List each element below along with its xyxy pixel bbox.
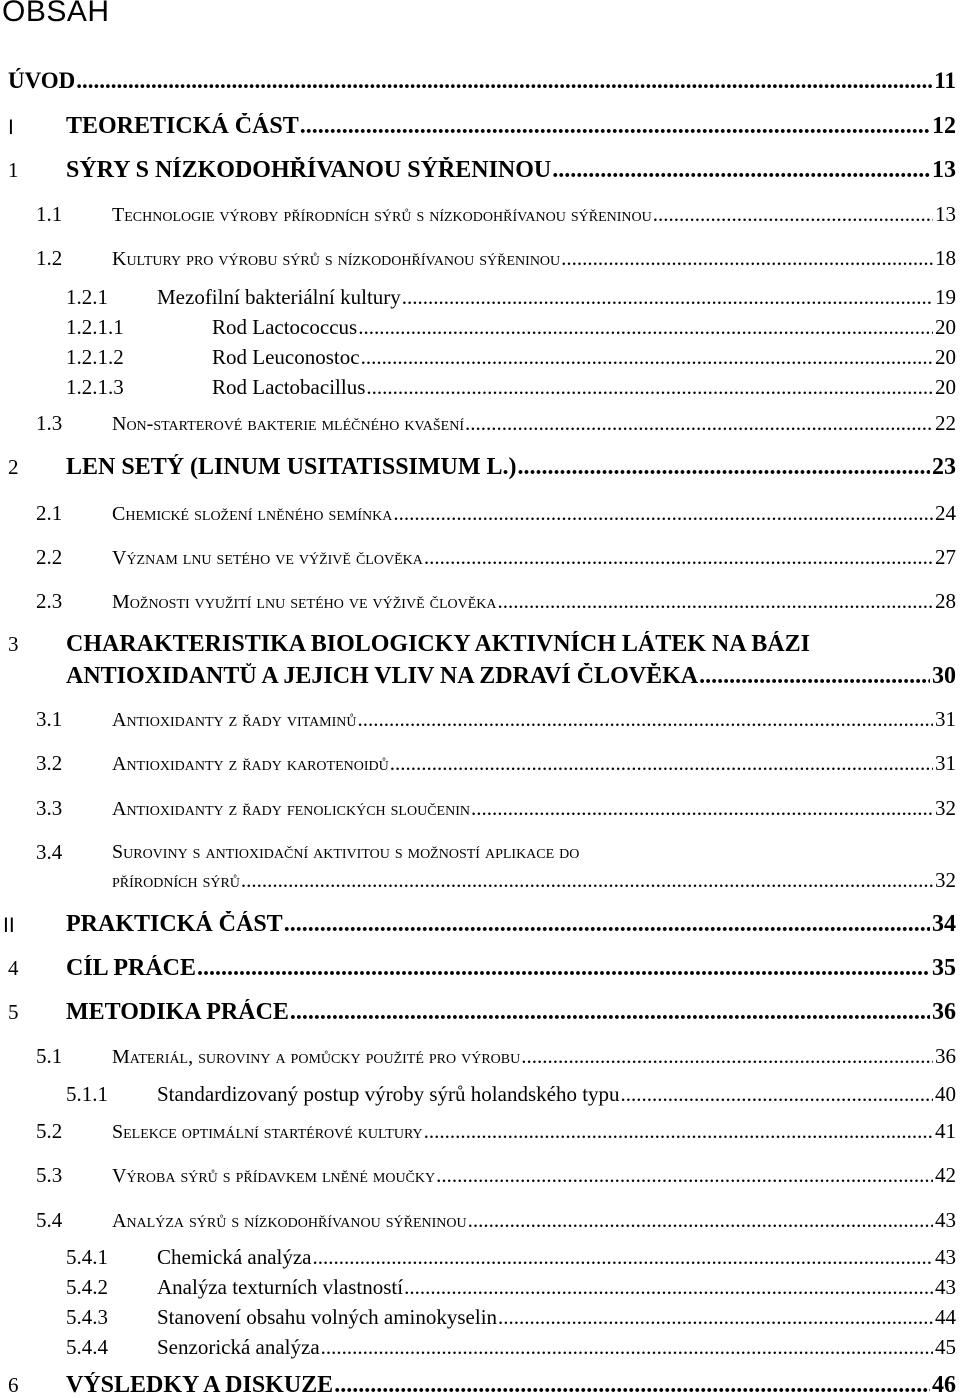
dot-leader <box>241 867 933 893</box>
toc-entry-number: 1.2.1.3 <box>66 375 124 399</box>
dot-leader <box>76 68 932 94</box>
toc-entry-number: 1.3 <box>36 411 63 435</box>
dot-leader <box>290 999 930 1025</box>
toc-entry-number: 4 <box>8 956 19 980</box>
toc-entry-title: SÝRY S NÍZKODOHŘÍVANOU SÝŘENINOU <box>66 157 552 183</box>
toc-entry-title: METODIKA PRÁCE <box>66 999 289 1025</box>
toc-page-number: 43 <box>935 1245 956 1269</box>
toc-entry-title: Stanovení obsahu volných aminokyselin <box>157 1305 498 1329</box>
dot-leader <box>358 314 933 340</box>
toc-page-number: 18 <box>935 246 956 270</box>
dot-leader <box>284 911 930 937</box>
toc-entry-title: Antioxidanty z řady fenolických sloučenin <box>112 798 470 820</box>
toc-entry-number: 2.3 <box>36 589 63 613</box>
toc-entry-1-3[interactable] <box>0 410 956 436</box>
dot-leader <box>621 1081 933 1107</box>
dot-leader <box>334 1372 930 1398</box>
toc-entry-title-line2: přírodních sýrů <box>112 870 240 892</box>
toc-page-number: 36 <box>935 1044 956 1068</box>
toc-entry-5-4-3[interactable] <box>0 1304 956 1330</box>
dot-leader <box>552 157 930 183</box>
toc-entry-title: Rod Lactobacillus <box>212 375 366 399</box>
toc-page-number: 20 <box>935 345 956 369</box>
toc-entry-3[interactable] <box>0 631 956 689</box>
toc-entry-1[interactable] <box>0 157 956 183</box>
toc-entry-1-2-1[interactable] <box>0 284 956 310</box>
toc-entry-title: Technologie výroby přírodních sýrů s nízkodohřívanou sýřeninou <box>112 204 652 226</box>
toc-entry-title: Chemické složení lněného semínka <box>112 503 393 525</box>
toc-entry-title: Chemická analýza <box>157 1245 312 1269</box>
toc-entry-title: PRAKTICKÁ ČÁST <box>66 911 283 937</box>
toc-entry-number: 3 <box>8 632 19 656</box>
dot-leader <box>390 750 933 776</box>
toc-page-number: 27 <box>935 545 956 569</box>
toc-page-number: 41 <box>935 1119 956 1143</box>
toc-page-number: 23 <box>932 454 956 480</box>
toc-entry-number: 3.1 <box>36 707 63 731</box>
toc-entry-5-4[interactable] <box>0 1207 956 1233</box>
dot-leader <box>498 588 933 614</box>
toc-entry-number: 1.2.1.1 <box>66 315 124 339</box>
dot-leader <box>561 245 933 271</box>
toc-entry-title: LEN SETÝ (LINUM USITATISSIMUM L.) <box>66 454 517 480</box>
toc-entry-number: 1.2.1 <box>66 285 108 309</box>
toc-page-number: 13 <box>932 157 956 183</box>
toc-entry-number: II <box>3 914 15 937</box>
dot-leader <box>313 1244 933 1270</box>
toc-entry-number: 3.4 <box>36 840 63 864</box>
toc-entry-number: 1.1 <box>36 202 63 226</box>
toc-page-number: 32 <box>935 868 956 892</box>
dot-leader <box>468 1207 933 1233</box>
toc-entry-3-3[interactable] <box>0 795 956 821</box>
toc-page-number: 31 <box>935 707 956 731</box>
toc-entry-5-1-1[interactable] <box>0 1081 956 1107</box>
toc-entry-part-1[interactable] <box>0 113 956 139</box>
toc-page-number: 30 <box>932 663 956 689</box>
toc-entry-title: VÝSLEDKY A DISKUZE <box>66 1372 334 1398</box>
toc-entry-title: Kultury pro výrobu sýrů s nízkodohřívanou sýřeninou <box>112 248 561 270</box>
toc-entry-number: 5.2 <box>36 1119 63 1143</box>
toc-entry-5-4-4[interactable] <box>0 1334 956 1360</box>
dot-leader <box>402 284 933 310</box>
toc-entry-number: 2.2 <box>36 545 63 569</box>
dot-leader <box>436 1162 933 1188</box>
toc-page-number: 12 <box>932 113 956 139</box>
dot-leader <box>471 795 933 821</box>
toc-entry-number: 2.1 <box>36 501 63 525</box>
toc-entry-title: Antioxidanty z řady karotenoidů <box>112 753 389 775</box>
toc-entry-2-2[interactable] <box>0 544 956 570</box>
toc-entry-intro[interactable] <box>0 68 956 94</box>
toc-entry-3-2[interactable] <box>0 750 956 776</box>
toc-entry-5-3[interactable] <box>0 1162 956 1188</box>
dot-leader <box>424 544 933 570</box>
toc-page-number: 40 <box>935 1082 956 1106</box>
toc-entry-title: ÚVOD <box>8 68 76 93</box>
dot-leader <box>465 410 933 436</box>
toc-entry-number: 5.1 <box>36 1044 63 1068</box>
toc-entry-number: 2 <box>8 455 19 479</box>
toc-entry-number: 1 <box>8 158 19 182</box>
dot-leader <box>424 1118 933 1144</box>
toc-entry-number: 3.3 <box>36 796 63 820</box>
dot-leader <box>498 1304 933 1330</box>
toc-entry-title: Rod Leuconostoc <box>212 345 360 369</box>
toc-page-number: 44 <box>935 1305 956 1329</box>
toc-page-number: 22 <box>935 411 956 435</box>
toc-entry-1-2[interactable] <box>0 245 956 271</box>
toc-entry-1-2-1-1[interactable] <box>0 314 956 340</box>
dot-leader <box>366 374 933 400</box>
dot-leader <box>197 955 930 981</box>
toc-entry-title-line1: Suroviny s antioxidační aktivitou s možností aplikace do <box>112 841 580 863</box>
toc-entry-title: CÍL PRÁCE <box>66 955 197 981</box>
toc-entry-number: 1.2 <box>36 246 63 270</box>
toc-entry-3-4[interactable] <box>0 839 956 893</box>
toc-entry-number: I <box>8 116 14 139</box>
dot-leader <box>358 706 933 732</box>
dot-leader <box>699 663 930 689</box>
dot-leader <box>404 1274 933 1300</box>
toc-entry-title: Non-starterové bakterie mléčného kvašení <box>112 413 464 435</box>
toc-page-number: 34 <box>932 911 956 937</box>
toc-entry-title: Mezofilní bakteriální kultury <box>157 285 401 309</box>
toc-entry-title: Antioxidanty z řady vitaminů <box>112 709 357 731</box>
toc-entry-number: 1.2.1.2 <box>66 345 124 369</box>
toc-page-number: 32 <box>935 796 956 820</box>
toc-entry-5-4-2[interactable] <box>0 1274 956 1300</box>
toc-entry-title: Materiál, suroviny a pomůcky použité pro výrobu <box>112 1046 521 1068</box>
dot-leader <box>393 500 933 526</box>
toc-entry-number: 5 <box>8 1000 19 1024</box>
toc-entry-title: Analýza sýrů s nízkodohřívanou sýřeninou <box>112 1210 467 1232</box>
toc-page-number: 43 <box>935 1208 956 1232</box>
toc-page-number: 46 <box>932 1372 956 1398</box>
toc-page-number: 20 <box>935 375 956 399</box>
toc-page-number: 43 <box>935 1275 956 1299</box>
toc-entry-part-2[interactable] <box>0 911 956 937</box>
toc-entry-title: Selekce optimální startérové kultury <box>112 1121 423 1143</box>
toc-entry-title: Výroba sýrů s přídavkem lněné moučky <box>112 1165 436 1187</box>
toc-page-number: 19 <box>935 285 956 309</box>
toc-entry-title-line1: CHARAKTERISTIKA BIOLOGICKY AKTIVNÍCH LÁTEK NA BÁZI <box>66 631 810 657</box>
toc-entry-number: 5.1.1 <box>66 1082 108 1106</box>
dot-leader <box>518 454 930 480</box>
toc-entry-2[interactable] <box>0 454 956 480</box>
toc-page-number: 35 <box>932 955 956 981</box>
toc-entry-number: 5.4.3 <box>66 1305 108 1329</box>
dot-leader <box>300 113 930 139</box>
toc-entry-number: 3.2 <box>36 751 63 775</box>
toc-entry-1-2-1-3[interactable] <box>0 374 956 400</box>
toc-heading: OBSAH <box>2 0 110 28</box>
toc-entry-number: 6 <box>8 1373 19 1397</box>
toc-entry-5-4-1[interactable] <box>0 1244 956 1270</box>
toc-page-number: 31 <box>935 751 956 775</box>
dot-leader <box>521 1043 933 1069</box>
toc-entry-title: TEORETICKÁ ČÁST <box>66 113 299 139</box>
toc-entry-title: Senzorická analýza <box>157 1335 320 1359</box>
toc-entry-4[interactable] <box>0 955 956 981</box>
dot-leader <box>321 1334 933 1360</box>
toc-page-number: 24 <box>935 501 956 525</box>
toc-entry-title: Význam lnu setého ve výživě člověka <box>112 547 423 569</box>
toc-entry-number: 5.4.4 <box>66 1335 108 1359</box>
dot-leader <box>361 344 933 370</box>
toc-page-number: 36 <box>932 999 956 1025</box>
toc-entry-number: 5.4.1 <box>66 1245 108 1269</box>
toc-page-number: 11 <box>934 68 956 93</box>
toc-entry-number: 5.3 <box>36 1163 63 1187</box>
dot-leader <box>653 201 933 227</box>
toc-page-number: 45 <box>935 1335 956 1359</box>
toc-entry-2-3[interactable] <box>0 588 956 614</box>
toc-entry-5[interactable] <box>0 999 956 1025</box>
toc-entry-title: Rod Lactococcus <box>212 315 358 339</box>
toc-entry-1-1[interactable] <box>0 201 956 227</box>
toc-page-number: 20 <box>935 315 956 339</box>
toc-entry-5-1[interactable] <box>0 1043 956 1069</box>
toc-entry-1-2-1-2[interactable] <box>0 344 956 370</box>
toc-entry-title: Standardizovaný postup výroby sýrů holandského typu <box>157 1082 620 1106</box>
toc-entry-2-1[interactable] <box>0 500 956 526</box>
toc-entry-3-1[interactable] <box>0 706 956 732</box>
toc-entry-title-line2: ANTIOXIDANTŮ A JEJICH VLIV NA ZDRAVÍ ČLOVĚKA <box>66 663 699 689</box>
toc-entry-title: Analýza texturních vlastností <box>157 1275 404 1299</box>
toc-page-number: 28 <box>935 589 956 613</box>
toc-entry-5-2[interactable] <box>0 1118 956 1144</box>
toc-page-number: 13 <box>935 202 956 226</box>
toc-entry-6[interactable] <box>0 1372 956 1398</box>
toc-page-number: 42 <box>935 1163 956 1187</box>
toc-entry-number: 5.4 <box>36 1208 63 1232</box>
toc-entry-title: Možnosti využití lnu setého ve výživě člověka <box>112 591 497 613</box>
toc-entry-number: 5.4.2 <box>66 1275 108 1299</box>
